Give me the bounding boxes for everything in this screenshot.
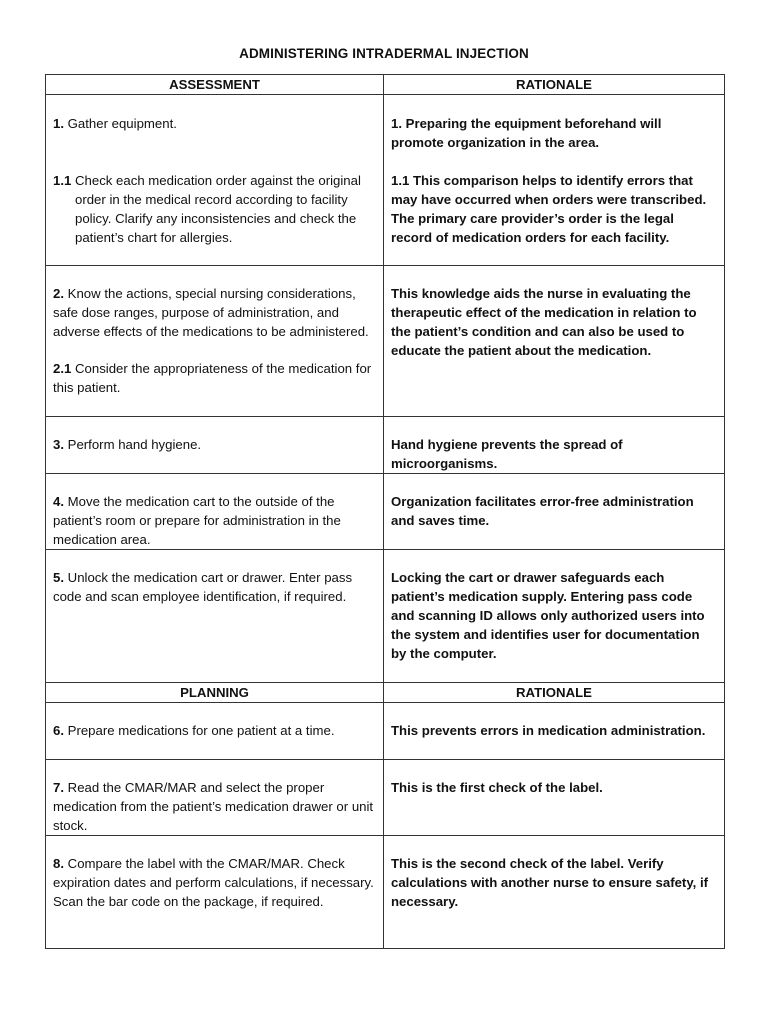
step-text: 6. Prepare medications for one patient at a time. [53,723,335,738]
step-text: 7. Read the CMAR/MAR and select the proper medication from the patient’s medication drawer or unit stock. [53,780,374,833]
step-cell [46,95,384,266]
step-text: 8. Compare the label with the CMAR/MAR. Check expiration dates and perform calculations, if necessary. Scan the bar code on the package, if required. [53,856,374,909]
rationale-text: This knowledge aids the nurse in evaluating the therapeutic effect of the medication in relation to the patient’s condition and can also be used to educate the patient about the medication. [391,286,697,358]
step-cell [46,836,384,949]
header-assessment: ASSESSMENT [46,75,384,95]
rationale-text: This is the first check of the label. [391,780,603,795]
procedure-table [45,74,725,949]
table-row [46,703,725,760]
step-cell [46,266,384,417]
table-row [46,417,725,474]
rationale-cell [384,836,725,949]
table-row [46,474,725,550]
section-header-assessment [46,75,725,95]
step-text: 3. Perform hand hygiene. [53,437,202,452]
step-cell [46,550,384,683]
table-row [46,836,725,949]
header-rationale: RATIONALE [384,683,725,703]
rationale-cell [384,266,725,417]
rationale-cell [384,474,725,550]
document-title: ADMINISTERING INTRADERMAL INJECTION [239,46,529,61]
section-header-planning [46,683,725,703]
header-rationale: RATIONALE [384,75,725,95]
table-row [46,760,725,836]
rationale-text: This prevents errors in medication administration. [391,723,706,738]
rationale-cell [384,703,725,760]
header-planning: PLANNING [46,683,384,703]
step-text: 2.1 Consider the appropriateness of the medication for this patient. [53,361,372,395]
step-cell [46,474,384,550]
table-row [46,266,725,417]
table-row [46,95,725,266]
step-text: 4. Move the medication cart to the outside of the patient’s room or prepare for administration in the medication area. [53,494,341,547]
step-text: 5. Unlock the medication cart or drawer. Enter pass code and scan employee identification, if required. [53,570,353,604]
rationale-text: This is the second check of the label. Verify calculations with another nurse to ensure safety, if necessary. [391,856,709,909]
step-text: 1. Gather equipment. [53,116,177,131]
step-cell [46,417,384,474]
rationale-cell [384,550,725,683]
rationale-cell [384,417,725,474]
step-text: 2. Know the actions, special nursing considerations, safe dose ranges, purpose of administration, and adverse effects of the medications to be administered. [53,286,369,339]
step-text: 1.1 Check each medication order against the original order in the medical record according to facility policy. Clarify any inconsistencies and check the patient’s chart for allergies. [53,173,361,245]
rationale-text: 1. Preparing the equipment beforehand will promote organization in the area. [391,116,662,150]
rationale-text: Hand hygiene prevents the spread of microorganisms. [391,437,623,471]
rationale-text: 1.1 This comparison helps to identify errors that may have occurred when orders were transcribed. The primary care provider’s order is the legal record of medication orders for each facility. [391,173,707,245]
table-row [46,550,725,683]
step-cell [46,760,384,836]
rationale-text: Organization facilitates error-free administration and saves time. [391,494,694,528]
rationale-text: Locking the cart or drawer safeguards each patient’s medication supply. Entering pass code and scanning ID allows only authorized users into the system and identifies user for documentation by the computer. [391,570,705,661]
step-cell [46,703,384,760]
rationale-cell [384,760,725,836]
rationale-cell [384,95,725,266]
